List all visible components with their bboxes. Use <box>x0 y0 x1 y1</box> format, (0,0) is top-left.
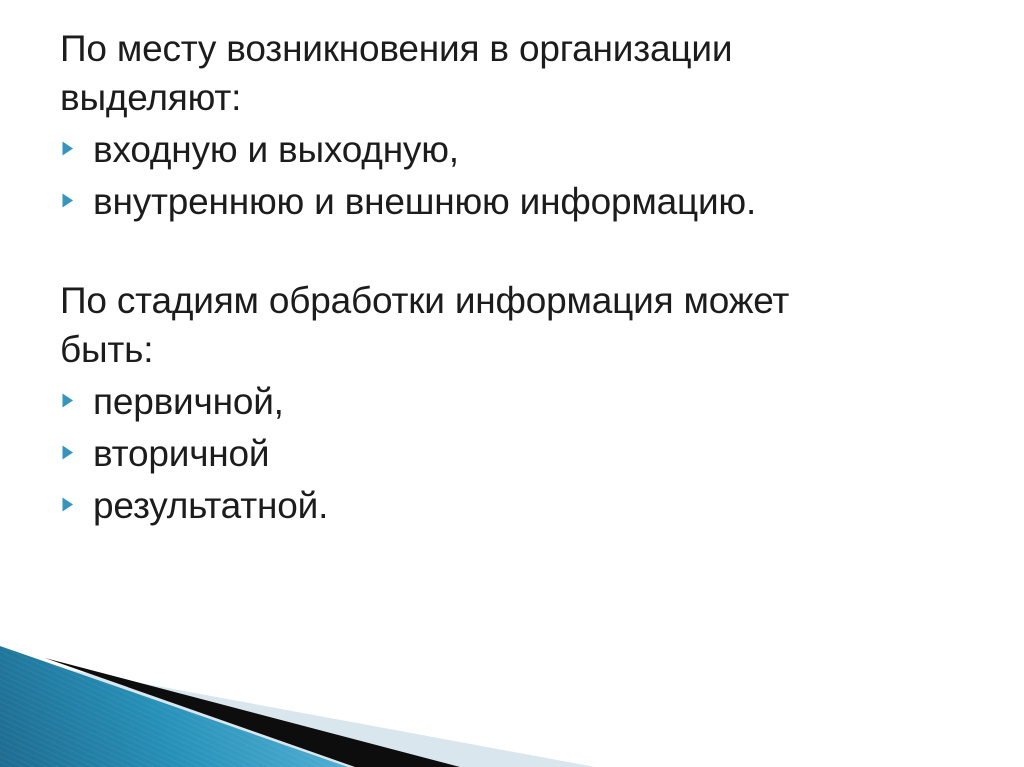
bullet-item <box>62 177 880 226</box>
section1-heading-line2: выделяют: <box>60 77 242 118</box>
section1-heading-line1: По месту возникновения в организации <box>60 28 733 69</box>
right-triangle-icon <box>62 141 74 157</box>
right-triangle-icon <box>62 497 74 513</box>
bullet-item <box>62 125 880 174</box>
bullet-text: вторичной <box>93 433 270 474</box>
right-triangle-icon <box>62 393 74 409</box>
bullet-item <box>62 377 880 426</box>
blank-line <box>60 226 880 276</box>
decoration-blue-triangle <box>0 646 348 767</box>
section2-heading <box>60 276 880 374</box>
right-triangle-icon <box>62 445 74 461</box>
right-triangle-icon <box>62 193 74 209</box>
bullet-text: входную и выходную, <box>93 129 459 170</box>
decoration-blue-triangle-texture <box>0 646 348 767</box>
section1-heading <box>60 24 880 122</box>
bullet-text: результатной. <box>93 485 329 526</box>
decoration-black-stripe <box>45 658 460 767</box>
section2-heading-line1: По стадиям обработки информация может <box>60 280 790 321</box>
bullet-item <box>62 429 880 478</box>
bullet-item <box>62 481 880 530</box>
slide-text-content <box>60 24 880 530</box>
section2-heading-line2: быть: <box>60 329 154 370</box>
bullet-text: первичной, <box>93 381 284 422</box>
decoration-pale-stripe <box>0 657 595 767</box>
bullet-text: внутреннюю и внешнюю информацию. <box>93 181 757 222</box>
